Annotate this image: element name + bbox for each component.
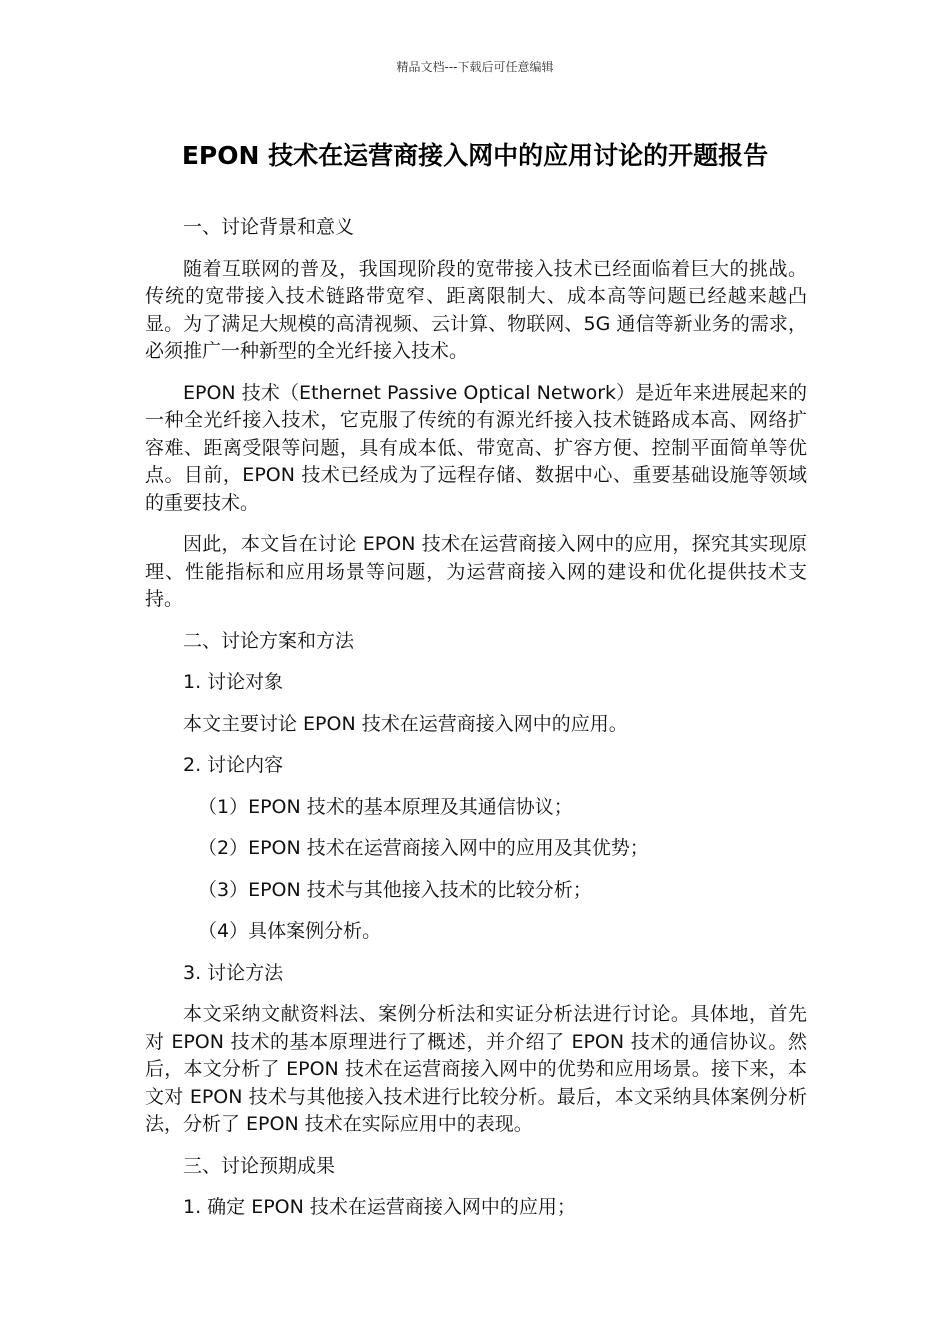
section-heading-background: 一、讨论背景和意义 [183, 216, 355, 238]
document-title: EPON 技术在运营商接入网中的应用讨论的开题报告 [181, 141, 769, 170]
content-item-4: （4）具体案例分析。 [198, 920, 382, 942]
content-item-3: （3）EPON 技术与其他接入技术的比较分析； [198, 878, 592, 901]
content-item-1: （1）EPON 技术的基本原理及其通信协议； [198, 795, 573, 818]
section-heading-results: 三、讨论预期成果 [183, 1154, 336, 1177]
subheading-methods: 3. 讨论方法 [183, 961, 284, 984]
document-body [145, 214, 807, 1236]
paragraph-object: 本文主要讨论 EPON 技术在运营商接入网中的应用。 [183, 712, 628, 735]
paragraph-background-challenge: 随着互联网的普及，我国现阶段的宽带接入技术已经面临着巨大的挑战。传统的宽带接入技术链路带宽窄、距离限制大、成本高等问题已经越来越凸显。为了满足大规模的高清视频、云计算、物联网、5G 通信等新业务的需求，必须推广一种新型的全光纤接入技术。 [145, 257, 807, 362]
result-item-1: 1. 确定 EPON 技术在运营商接入网中的应用； [183, 1196, 576, 1218]
paragraph-methods: 本文采纳文献资料法、案例分析法和实证分析法进行讨论。具体地，首先对 EPON 技术的基本原理进行了概述，并介绍了 EPON 技术的通信协议。然后，本文分析了 EPON 技术在运营商接入网中的优势和应用场景。接下来，本文对 EPON 技术与其他接入技术进行比较分析。最后，本文采纳具体案例分析法，分析了 EPON 技术在实际应用中的表现。 [145, 1003, 807, 1135]
section-heading-method: 二、讨论方案和方法 [183, 629, 355, 652]
content-item-2: （2）EPON 技术在运营商接入网中的应用及其优势； [198, 837, 649, 859]
subheading-content: 2. 讨论内容 [183, 754, 284, 776]
subheading-object: 1. 讨论对象 [183, 671, 284, 693]
paragraph-purpose: 因此，本文旨在讨论 EPON 技术在运营商接入网中的应用，探究其实现原理、性能指标和应用场景等问题，为运营商接入网的建设和优化提供技术支持。 [145, 533, 807, 610]
paragraph-epon-intro: EPON 技术（Ethernet Passive Optical Network）是近年来进展起来的一种全光纤接入技术，它克服了传统的有源光纤接入技术链路成本高、网络扩容难、距离受限等问题，具有成本低、带宽高、扩容方便、控制平面简单等优点。目前，EPON 技术已经成为了远程存储、数据中心、重要基础设施等领域的重要技术。 [145, 381, 807, 514]
page-header-note: 精品文档---下载后可任意编辑 [396, 60, 554, 74]
